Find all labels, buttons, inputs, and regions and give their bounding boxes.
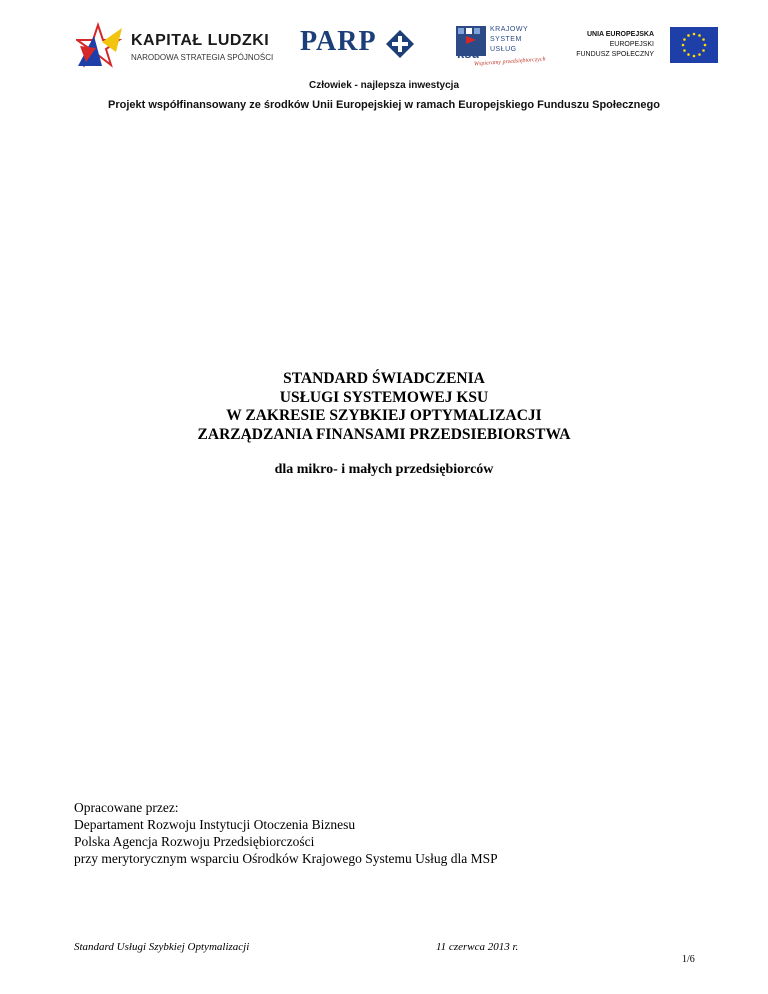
title-line-2: USŁUGI SYSTEMOWEJ KSU <box>279 388 489 406</box>
eu-star <box>682 44 685 47</box>
eu-star <box>693 33 696 36</box>
ksu-line-3: USŁUG <box>490 46 517 53</box>
document-title <box>0 370 768 444</box>
authors-line-4: przy merytorycznym wsparciu Ośrodków Krajowego Systemu Usług dla MSP <box>74 851 498 866</box>
title-line-3: W ZAKRESIE SZYBKIEJ OPTYMALIZACJI <box>226 407 542 424</box>
ksu-line-1: KRAJOWY <box>490 26 529 33</box>
title-line-1: STANDARD ŚWIADCZENIA <box>283 370 485 387</box>
document-subtitle: dla mikro- i małych przedsiębiorców <box>274 462 494 477</box>
cofinanced-note: Projekt współfinansowany ze środków Unii Europejskiej w ramach Europejskiego Funduszu Społecznego <box>108 99 660 111</box>
ksu-abbr: ksu <box>457 46 480 61</box>
eu-star <box>704 44 707 47</box>
ksu-slogan: Wspieramy przedsiębiorczych <box>473 56 546 68</box>
kapital-ludzki-star-icon <box>76 22 126 72</box>
eu-line-3: FUNDUSZ SPOŁECZNY <box>576 51 654 58</box>
eu-star <box>683 38 686 41</box>
footer-date: 11 czerwca 2013 r. <box>436 941 519 953</box>
eu-text <box>568 30 654 60</box>
tagline: Człowiek - najlepsza inwestycja <box>308 80 460 91</box>
authors-line-2: Departament Rozwoju Instytucji Otoczenia Biznesu <box>74 817 356 832</box>
eu-flag-icon <box>670 27 718 63</box>
page-number: 1/6 <box>682 954 695 965</box>
eu-star <box>683 49 686 52</box>
eu-star <box>698 53 701 56</box>
footer-title: Standard Usługi Szybkiej Optymalizacji <box>74 941 250 953</box>
eu-star <box>702 49 705 52</box>
authors-line-3: Polska Agencja Rozwoju Przedsiębiorczości <box>74 834 315 849</box>
parp-diamond-icon <box>386 30 414 58</box>
eu-star <box>702 38 705 41</box>
title-line-4: ZARZĄDZANIA FINANSAMI PRZEDSIEBIORSTWA <box>197 425 571 443</box>
eu-star <box>698 34 701 37</box>
authors-block <box>74 799 498 867</box>
eu-star <box>687 34 690 37</box>
eu-star <box>687 53 690 56</box>
kapital-ludzki-logo <box>76 22 276 72</box>
eu-line-1: UNIA EUROPEJSKA <box>586 31 654 38</box>
kapital-ludzki-title: KAPITAŁ LUDZKI <box>131 32 270 49</box>
parp-logo <box>300 26 420 66</box>
ksu-logo <box>456 24 546 68</box>
authors-line-1: Opracowane przez: <box>74 800 179 815</box>
eu-line-2: EUROPEJSKI <box>609 41 654 48</box>
eu-star <box>693 55 696 58</box>
logo-bar <box>0 0 768 80</box>
kapital-ludzki-subtitle: NARODOWA STRATEGIA SPÓJNOŚCI <box>131 53 274 62</box>
parp-text: PARP <box>300 26 377 57</box>
ksu-line-2: SYSTEM <box>490 36 522 43</box>
